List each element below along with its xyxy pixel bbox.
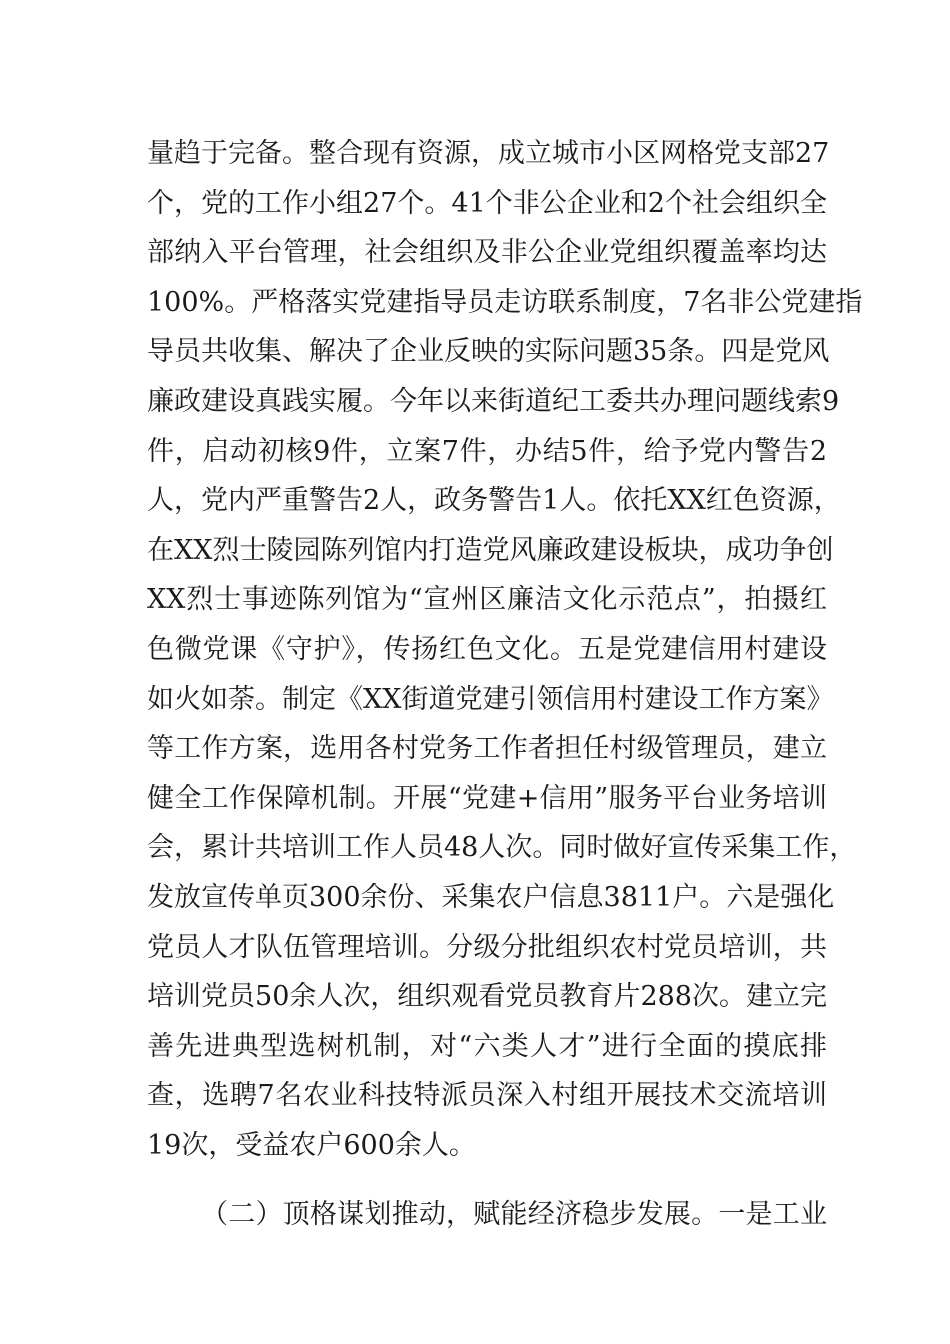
paragraph-line: 人，党内严重警告2人，政务警告1人。依托XX红色资源， — [147, 485, 841, 517]
paragraph-line: 善先进典型选树机制，对“六类人才”进行全面的摸底排 — [147, 1030, 827, 1062]
paragraph-line: 色微党课《守护》，传扬红色文化。五是党建信用村建设 — [147, 633, 827, 665]
paragraph-line: 部纳入平台管理，社会组织及非公企业党组织覆盖率均达 — [147, 237, 827, 269]
paragraph-line: 党员人才队伍管理培训。分级分批组织农村党员培训，共 — [147, 931, 827, 963]
paragraph-line: 等工作方案，选用各村党务工作者担任村级管理员，建立 — [147, 733, 827, 765]
paragraph-line: 健全工作保障机制。开展“党建+信用”服务平台业务培训 — [147, 782, 827, 814]
paragraph-line: 个，党的工作小组27个。41个非公企业和2个社会组织全 — [147, 187, 827, 219]
paragraph-line: 会，累计共培训工作人员48人次。同时做好宣传采集工作， — [147, 832, 857, 864]
paragraph-line: 导员共收集、解决了企业反映的实际问题35条。四是党风 — [147, 336, 830, 368]
paragraph-line: 件，启动初核9件，立案7件，办结5件，给予党内警告2 — [147, 435, 827, 467]
paragraph-line: 发放宣传单页300余份、采集农户信息3811户。六是强化 — [147, 881, 835, 913]
paragraph-line: 查，选聘7名农业科技特派员深入村组开展技术交流培训 — [147, 1080, 827, 1112]
paragraph-line: 量趋于完备。整合现有资源，成立城市小区网格党支部27 — [147, 138, 830, 169]
paragraph-line: 在XX烈士陵园陈列馆内打造党风廉政建设板块，成功争创 — [147, 534, 834, 566]
paragraph-line: XX烈士事迹陈列馆为“宣州区廉洁文化示范点”，拍摄红 — [147, 584, 827, 616]
paragraph-line: 廉政建设真践实履。今年以来街道纪工委共办理问题线索9 — [147, 385, 840, 417]
section-heading: （二）顶格谋划推动，赋能经济稳步发展。一是工业 — [201, 1199, 827, 1231]
paragraph-line: 100%。严格落实党建指导员走访联系制度，7名非公党建指 — [147, 286, 863, 318]
paragraph-line: 如火如荼。制定《XX街道党建引领信用村建设工作方案》 — [147, 683, 834, 715]
paragraph-last-line: 19次，受益农户600余人。 — [147, 1129, 476, 1161]
body-text — [147, 129, 863, 1240]
paragraph-line: 培训党员50余人次，组织观看党员教育片288次。建立完 — [147, 981, 827, 1013]
